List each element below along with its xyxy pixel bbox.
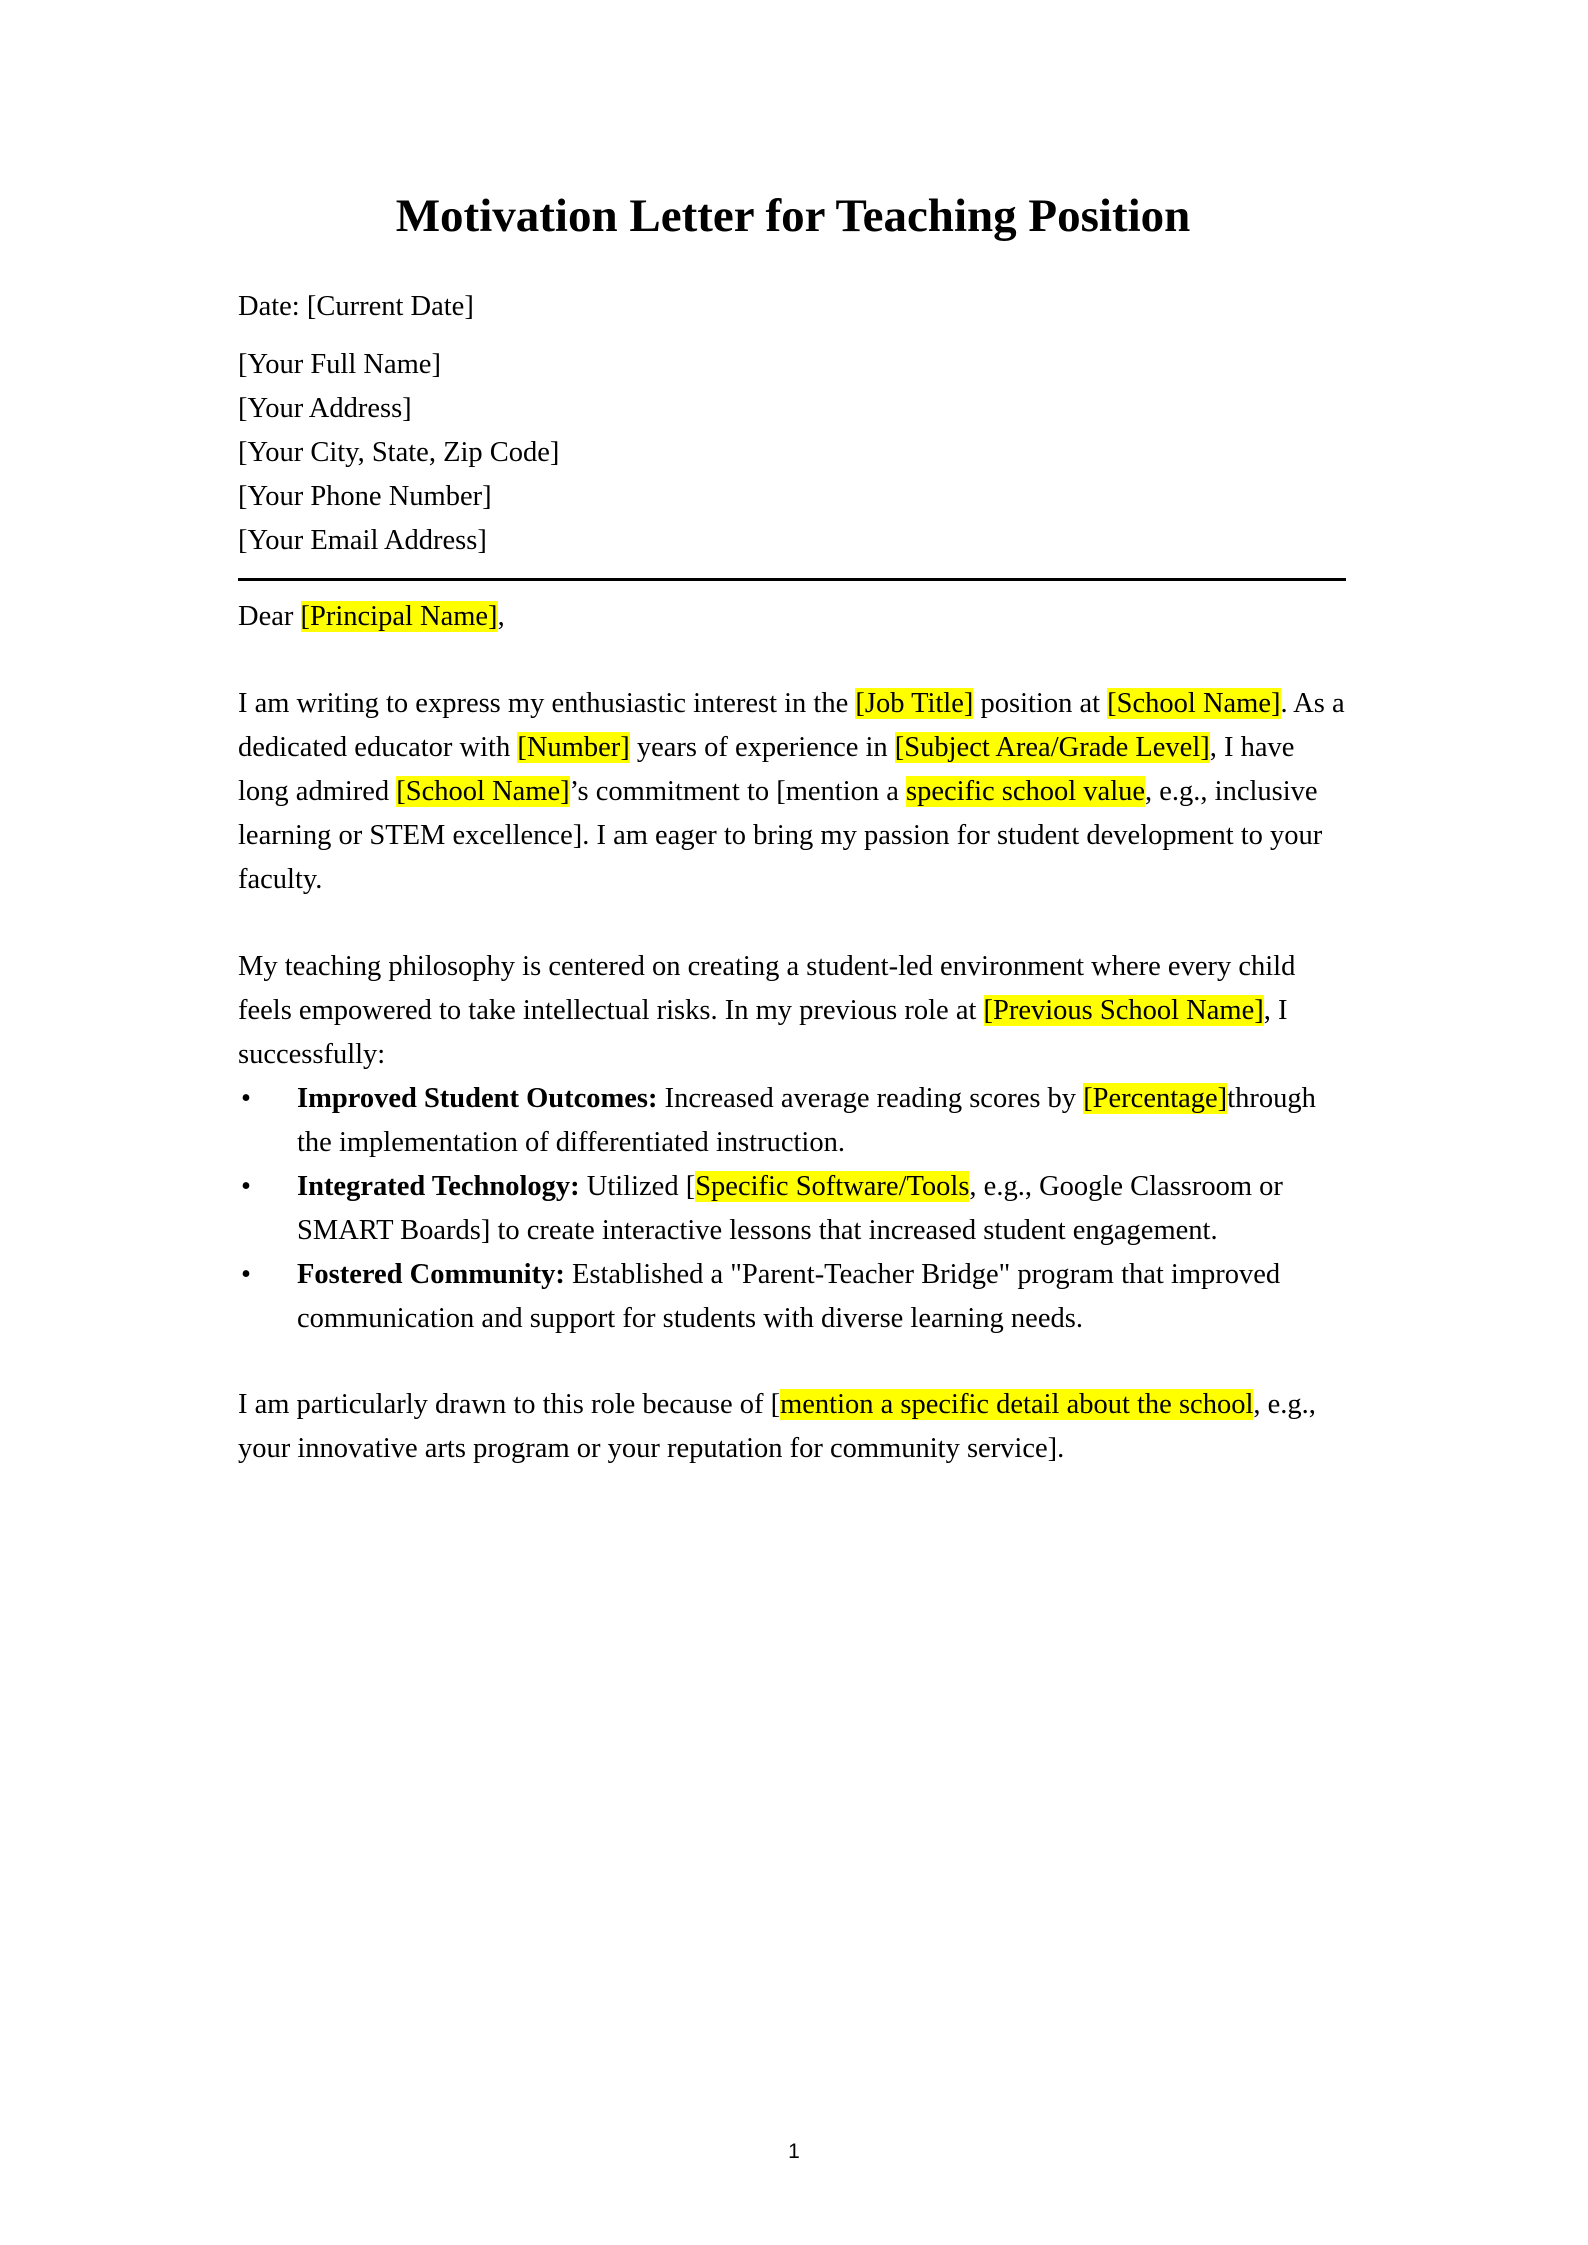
salutation <box>238 595 1348 639</box>
bullet-3-text-1: Established a "Parent-Teacher Bridge" program that improved communication and support for students with diverse learning needs. <box>297 1259 1281 1335</box>
p1-text-5: , I have long admired <box>238 732 1295 808</box>
p1-job-title-placeholder: [Job Title] <box>855 688 974 720</box>
p1-subject-area-placeholder: [Subject Area/Grade Level] <box>894 732 1210 764</box>
p3-text-2: , e.g., your innovative arts program or your reputation for community service]. <box>238 1389 1316 1465</box>
body-paragraph-3 <box>238 1383 1348 1471</box>
body-paragraph-2 <box>238 945 1348 1077</box>
sender-address: [Your Address] <box>238 393 412 425</box>
salutation-comma: , <box>497 601 505 633</box>
bullet-2-text-2: , e.g., Google Classroom or SMART Boards] to create interactive lessons that increased student engagement. <box>297 1171 1283 1247</box>
p1-text-6: ’s commitment to [mention a <box>569 776 907 808</box>
p2-previous-school-placeholder: [Previous School Name] <box>983 995 1264 1027</box>
bullet-2-text-1: Utilized [ <box>579 1171 696 1203</box>
bullet-2-label: Integrated Technology: <box>297 1171 580 1203</box>
sender-city-state-zip: [Your City, State, Zip Code] <box>238 437 560 469</box>
page-number: 1 <box>788 2140 800 2163</box>
p3-school-detail-placeholder: mention a specific detail about the school <box>780 1389 1254 1421</box>
p1-text-1: I am writing to express my enthusiastic interest in the <box>238 688 856 720</box>
bullet-1-text-2: through the implementation of differentiated instruction. <box>297 1083 1316 1159</box>
bullet-icon: • <box>241 1083 251 1115</box>
p1-school-value-placeholder: specific school value <box>906 776 1146 808</box>
bullet-icon: • <box>241 1171 251 1203</box>
sender-full-name: [Your Full Name] <box>238 349 441 381</box>
bullet-1-text-1: Increased average reading scores by <box>657 1083 1084 1115</box>
p1-number-placeholder: [Number] <box>517 732 630 764</box>
p3-text-1: I am particularly drawn to this role because of [ <box>238 1389 781 1421</box>
achievements-list <box>238 1077 1348 1341</box>
date-line: Date: [Current Date] <box>238 291 474 323</box>
p2-text-2: , I successfully: <box>238 995 1288 1071</box>
sender-phone: [Your Phone Number] <box>238 481 492 513</box>
bullet-icon: • <box>241 1259 251 1291</box>
list-item <box>238 1077 1348 1165</box>
bullet-3-label: Fostered Community: <box>297 1259 565 1291</box>
salutation-recipient-placeholder: [Principal Name] <box>300 601 498 633</box>
bullet-2-software-placeholder: Specific Software/Tools <box>695 1171 970 1203</box>
body-paragraph-1 <box>238 682 1348 902</box>
bullet-1-label: Improved Student Outcomes: <box>297 1083 658 1115</box>
bullet-1-percentage-placeholder: [Percentage] <box>1083 1083 1228 1115</box>
page-title: Motivation Letter for Teaching Position <box>395 190 1191 242</box>
p1-text-4: years of experience in <box>629 732 895 764</box>
p1-text-3: . As a dedicated educator with <box>238 688 1345 764</box>
p1-school-name-placeholder-2: [School Name] <box>396 776 570 808</box>
p1-school-name-placeholder: [School Name] <box>1107 688 1281 720</box>
list-item <box>238 1165 1348 1253</box>
p1-text-2: position at <box>973 688 1108 720</box>
p2-text-1: My teaching philosophy is centered on creating a student-led environment where every child feels empowered to take intellectual risks. In my previous role at <box>238 951 1296 1027</box>
salutation-prefix: Dear <box>238 601 301 633</box>
list-item <box>238 1253 1348 1341</box>
p1-text-7: , e.g., inclusive learning or STEM excellence]. I am eager to bring my passion for student development to your faculty. <box>238 776 1323 896</box>
document-content <box>238 0 1348 1471</box>
sender-email: [Your Email Address] <box>238 525 487 557</box>
